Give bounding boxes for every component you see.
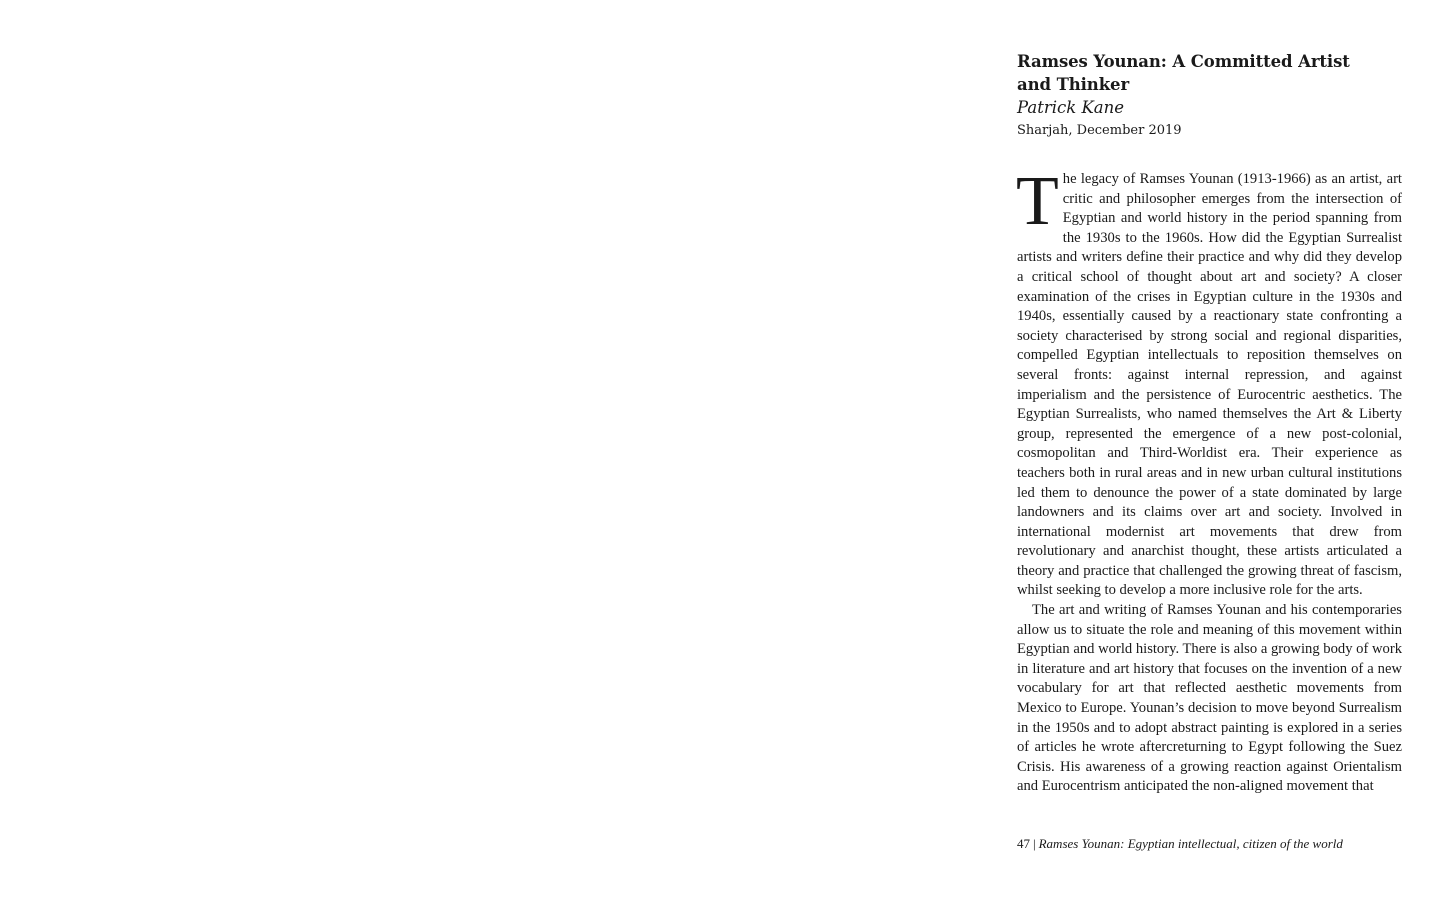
- body-paragraph-1: [1016, 163, 1402, 601]
- page-number: 47: [1017, 836, 1030, 851]
- article-title-line1: Ramses Younan: A Committed Artist: [1017, 52, 1350, 71]
- article-body: [1016, 163, 1402, 797]
- footer-separator: |: [1033, 836, 1036, 851]
- article-author: Patrick Kane: [1017, 98, 1125, 117]
- article-title: [1017, 50, 1402, 96]
- running-book-title: Ramses Younan: Egyptian intellectual, citizen of the world: [1038, 836, 1343, 851]
- article-title-line2: and Thinker: [1017, 75, 1130, 94]
- article-place-date: Sharjah, December 2019: [1017, 123, 1182, 138]
- page-footer: [1017, 835, 1343, 853]
- body-paragraph-2: The art and writing of Ramses Younan and his contemporaries allow us to situate the role and meaning of this movement within Egyptian and world history. There is also a growing body of work in literature and art history that focuses on the invention of a new vocabulary for art that reflected aesthetic movements from Mexico to Europe. Younan’s decision to move beyond Surrealism in the 1950s and to adopt abstract painting is explored in a series of articles he wrote aftercreturning to Egypt following the Suez Crisis. His awareness of a growing reaction against Orientalism and Eurocentrism anticipated the non-aligned movement that: [1017, 602, 1402, 795]
- drop-cap: T: [1016, 163, 1059, 240]
- body-paragraph-1-text: he legacy of Ramses Younan (1913-1966) as an artist, art critic and philosopher emerges from the intersection of Egyptian and world history in the period spanning from the 1930s to the 1960s. How did the Egyptian Surrealist artists and writers define their practice and why did they develop a critical school of thought about art and society? A closer examination of the crises in Egyptian culture in the 1930s and 1940s, essentially caused by a reactionary state confronting a society characterised by strong social and regional disparities, compelled Egyptian intellectuals to reposition themselves on several fronts: against internal repression, and against imperialism and the persistence of Eurocentric aesthetics. The Egyptian Surrealists, who named themselves the Art & Liberty group, represented the emergence of a new post-colonial, cosmopolitan and Third-Worldist era. Their experience as teachers both in rural areas and in new urban cultural institutions led them to denounce the power of a state dominated by large landowners and its claims over art and society. Involved in international modernist art movements that drew from revolutionary and anarchist thought, these artists articulated a theory and practice that challenged the growing threat of fascism, whilst seeking to develop a more inclusive role for the arts.: [1017, 171, 1402, 599]
- article-header: [1017, 50, 1402, 143]
